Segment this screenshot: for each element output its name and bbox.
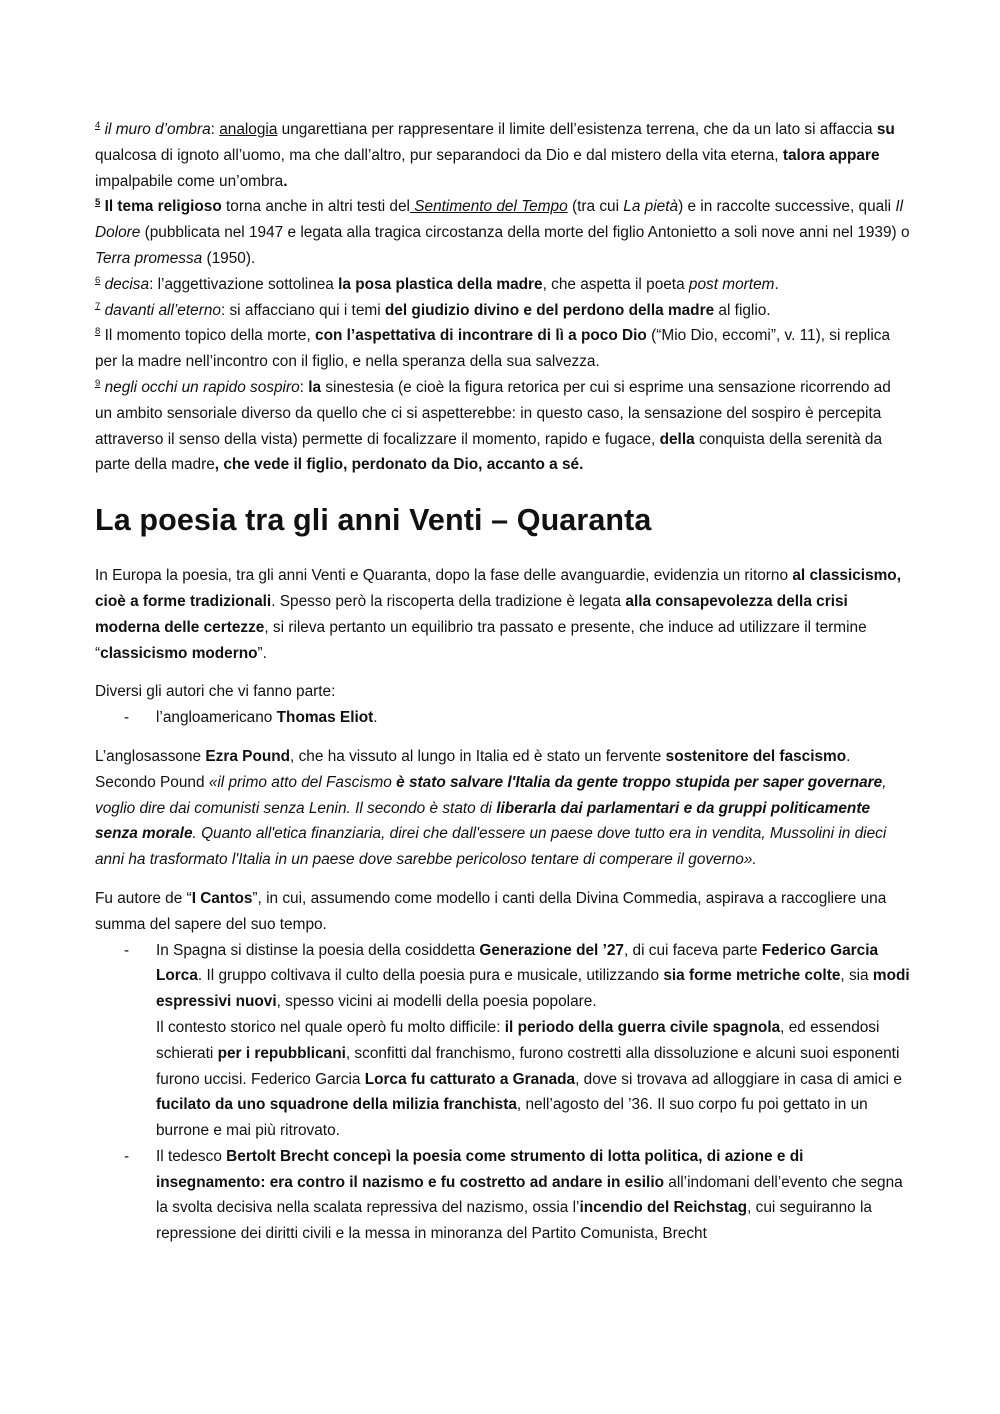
paragraph-cantos: Fu autore de “I Cantos”, in cui, assumendo come modello i canti della Divina Commedia, aspirava a raccogliere una summa del sapere del suo tempo. (95, 889, 887, 933)
paragraph-authors: Diversi gli autori che vi fanno parte: (95, 683, 336, 701)
list-item-lorca: - In Spagna si distinse la poesia della cosiddetta Generazione del ’27, di cui faceva parte Federico Garcia Lorca. Il gruppo coltivava il culto della poesia pura e musicale, utilizzando sia forme metriche colte, sia modi espressivi nuovi, spesso vicini ai modelli della poesia popolare. Il contesto storico nel quale operò fu molto difficile: il periodo della guerra civile spagnola, ed essendosi schierati per i repubblicani, sconfitti dal franchismo, furono costretti alla dissoluzione e alcuni suoi esponenti furono uccisi. Federico Garcia Lorca fu catturato a Granada, dove si trovava ad alloggiare in casa di amici e fucilato da uno squadrone della milizia franchista, nell’agosto del ’36. Il suo corpo fu poi gettato in un burrone e mai più ritrovato. (95, 938, 910, 1144)
footnote-number: 8 (95, 326, 101, 338)
list-item-eliot: - l’angloamericano Thomas Eliot. (95, 705, 910, 731)
paragraph-pound: L’anglosassone Ezra Pound, che ha vissuto al lungo in Italia ed è stato un fervente sostenitore del fascismo. Secondo Pound «il primo atto del Fascismo è stato salvare l'Italia da gente troppo stupida per saper governare, voglio dire dai comunisti senza Lenin. Il secondo è stato di liberarla dai parlamentari e da gruppi politicamente senza morale. Quanto all'etica finanziaria, direi che dall'essere un paese dove tutto era in vendita, Mussolini in dieci anni ha trasformato l'Italia in un paese dove sarebbe pericoloso tentare di comperare il governo». (95, 747, 887, 869)
document-page (95, 117, 910, 1247)
analogia-link[interactable]: analogia (219, 121, 278, 138)
section-heading: La poesia tra gli anni Venti – Quaranta (95, 503, 652, 538)
footnote-number: 7 (95, 300, 101, 312)
authors-list (95, 705, 910, 731)
footnote-4: $^4$ il muro d’ombra: analogia ungarettiana per rappresentare il limite dell’esistenza terrena, che da un lato si affaccia su qualcosa di ignoto all’uomo, ma che dall’altro, pur separandoci da Dio e dal mistero della vita eterna, talora appare impalpabile come un’ombra. (95, 119, 895, 190)
footnote-number: 6 (95, 274, 101, 286)
footnote-number: 5 (95, 197, 101, 209)
footnote-6: $^6$ decisa: l’aggettivazione sottolinea la posa plastica della madre, che aspetta il poeta post mortem. (95, 274, 779, 293)
footnote-8: $^8$ Il momento topico della morte, con l’aspettativa di incontrare di lì a poco Dio (“Mio Dio, eccomi”, v. 11), si replica per la madre nell’incontro con il figlio, e nella speranza della sua salvezza. (95, 326, 891, 371)
footnote-5: $^5$ Il tema religioso torna anche in altri testi del Sentimento del Tempo (tra cui La pietà) e in raccolte successive, quali Il Dolore (pubblicata nel 1947 e legata alla tragica circostanza della morte del figlio Antonietto a soli nove anni nel 1939) o Terra promessa (1950). (95, 197, 910, 267)
list-item-brecht: - Il tedesco Bertolt Brecht concepì la poesia come strumento di lotta politica, di azione e di insegnamento: era contro il nazismo e fu costretto ad andare in esilio all’indomani dell’evento che segna la svolta decisiva nella scalata repressiva del nazismo, ossia l’incendio del Reichstag, cui seguiranno la repressione dei diritti civili e la messa in minoranza del Partito Comunista, Brecht (95, 1144, 910, 1247)
paragraph-intro: In Europa la poesia, tra gli anni Venti e Quaranta, dopo la fase delle avanguardie, evidenzia un ritorno al classicismo, cioè a forme tradizionali. Spesso però la riscoperta della tradizione è legata alla consapevolezza della crisi moderna delle certezze, si rileva pertanto un equilibrio tra passato e presente, che induce ad utilizzare il termine “classicismo moderno”. (95, 567, 901, 662)
poets-list (95, 938, 910, 1248)
footnote-number: 9 (95, 377, 101, 389)
footnote-9: $^9$ negli occhi un rapido sospiro: la sinestesia (e cioè la figura retorica per cui si esprime una sensazione ricorrendo ad un ambito sensoriale diverso da quello che ci si aspetterebbe: in questo caso, la sensazione del sospiro è percepita attraverso il senso della vista) permette di focalizzare il momento, rapido e fugace, della conquista della serenità da parte della madre, che vede il figlio, perdonato da Dio, accanto a sé. (95, 377, 891, 474)
footnote-7: $^7$ davanti all’eterno: si affacciano qui i temi del giudizio divino e del perdono della madre al figlio. (95, 300, 771, 319)
footnote-number: 4 (95, 119, 101, 131)
